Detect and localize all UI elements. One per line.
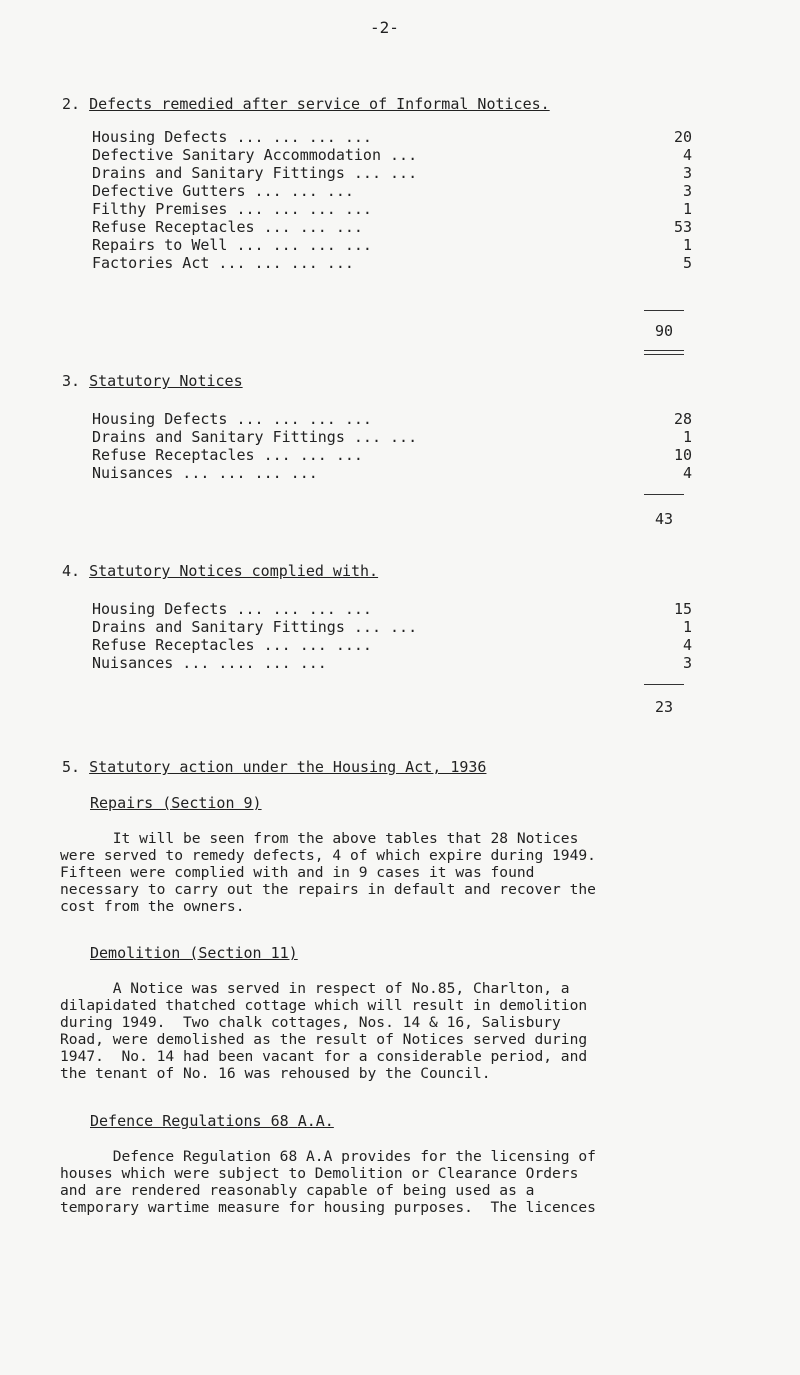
section-3-title: Statutory Notices <box>89 372 243 390</box>
section-5-heading <box>62 758 486 776</box>
table-row: Housing Defects ... ... ... ... 15 <box>92 600 692 618</box>
table-row: Refuse Receptacles ... ... ... 53 <box>92 218 692 236</box>
table-row: Factories Act ... ... ... ... 5 <box>92 254 692 272</box>
section-4-title: Statutory Notices complied with. <box>89 562 379 580</box>
section-4-heading <box>62 562 378 580</box>
subtotal-rule <box>644 310 684 311</box>
defence-heading-suffix: A.A. <box>297 1112 334 1130</box>
section-2-table <box>92 128 692 272</box>
table-row: Nuisances ... ... ... ... 4 <box>92 464 692 482</box>
section-4-total: 23 <box>654 698 674 716</box>
defence-heading: Defence Regulations 68 A.A. <box>90 1112 334 1130</box>
section-3-total: 43 <box>654 510 674 528</box>
table-row: Drains and Sanitary Fittings ... ... 1 <box>92 428 692 446</box>
repairs-paragraph: It will be seen from the above tables that 28 Notices were served to remedy defects, 4 of which expire during 1949. Fifteen were complied with and in 9 cases it was found necessary to carry out the repairs in default and recover the cost from the owners. <box>60 830 596 915</box>
demolition-paragraph: A Notice was served in respect of No.85, Charlton, a dilapidated thatched cottage which will result in demolition during 1949. Two chalk cottages, Nos. 14 & 16, Salisbury Road, were demolished as the result of Notices served during 1947. No. 14 had been vacant for a considerable period, and the tenant of No. 16 was rehoused by the Council. <box>60 980 588 1082</box>
table-row: Filthy Premises ... ... ... ... 1 <box>92 200 692 218</box>
section-2-number: 2. <box>62 95 81 113</box>
table-row: Defective Gutters ... ... ... 3 <box>92 182 692 200</box>
table-row: Housing Defects ... ... ... ... 28 <box>92 410 692 428</box>
table-row: Nuisances ... .... ... ... 3 <box>92 654 692 672</box>
demolition-heading: Demolition (Section 11) <box>90 944 298 962</box>
repairs-heading: Repairs (Section 9) <box>90 794 262 812</box>
subtotal-rule <box>644 494 684 495</box>
section-5-title: Statutory action under the Housing Act, 1936 <box>89 758 487 776</box>
table-row: Defective Sanitary Accommodation ... 4 <box>92 146 692 164</box>
section-2-total: 90 <box>654 322 674 340</box>
total-double-rule <box>644 350 684 355</box>
table-row: Refuse Receptacles ... ... ... 10 <box>92 446 692 464</box>
section-3-number: 3. <box>62 372 81 390</box>
section-4-number: 4. <box>62 562 81 580</box>
section-2-title: Defects remedied after service of Informal Notices. <box>89 95 550 113</box>
section-3-heading <box>62 372 243 390</box>
section-5-number: 5. <box>62 758 81 776</box>
subtotal-rule <box>644 684 684 685</box>
section-4-table <box>92 600 692 672</box>
table-row: Repairs to Well ... ... ... ... 1 <box>92 236 692 254</box>
table-row: Drains and Sanitary Fittings ... ... 1 <box>92 618 692 636</box>
table-row: Housing Defects ... ... ... ... 20 <box>92 128 692 146</box>
table-row: Refuse Receptacles ... ... .... 4 <box>92 636 692 654</box>
table-row: Drains and Sanitary Fittings ... ... 3 <box>92 164 692 182</box>
page-number: -2- <box>370 18 399 37</box>
defence-paragraph: Defence Regulation 68 A.A provides for the licensing of houses which were subject to Demolition or Clearance Orders and are rendered reasonably capable of being used as a temporary wartime measure for housing purposes. The licences <box>60 1148 596 1216</box>
section-2-heading <box>62 95 550 113</box>
section-3-table <box>92 410 692 482</box>
